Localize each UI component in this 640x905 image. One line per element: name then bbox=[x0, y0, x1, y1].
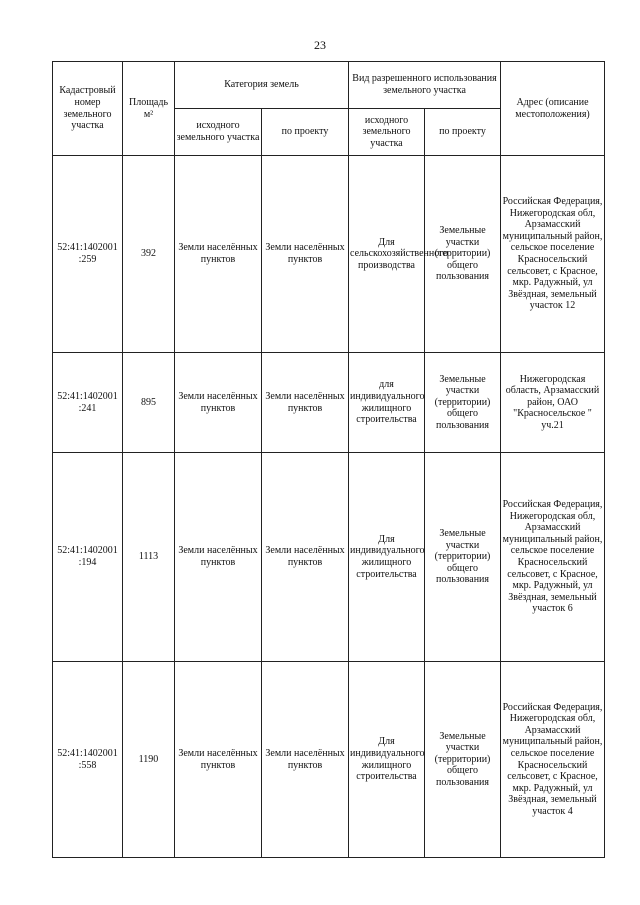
cell-address: Нижегородская область, Арзамасский район, ОАО "Красносельское " уч.21 bbox=[501, 353, 605, 453]
table-row bbox=[53, 353, 605, 453]
cell-address: Российская Федерация, Нижегородская обл, Арзамасский муниципальный район, сельское поселение Красносельский сельсовет, с Красное, мкр. Радужный, ул Звёздная, земельный участок 4 bbox=[501, 662, 605, 858]
cell-use-project: Земельные участки (территории) общего пользования bbox=[425, 353, 501, 453]
cell-use-original: для индивидуального жилищного строительства bbox=[349, 353, 425, 453]
cell-cadastral: 52:41:1402001 :194 bbox=[53, 453, 123, 662]
cell-cadastral: 52:41:1402001 :558 bbox=[53, 662, 123, 858]
cell-area: 895 bbox=[123, 353, 175, 453]
header-cadastral: Кадастровый номер земельного участка bbox=[53, 62, 123, 156]
cell-use-project: Земельные участки (территории) общего пользования bbox=[425, 156, 501, 353]
table-row bbox=[53, 662, 605, 858]
cell-use-original: Для индивидуального жилищного строительства bbox=[349, 453, 425, 662]
header-area-label: Площадь bbox=[129, 96, 168, 108]
cell-area: 1113 bbox=[123, 453, 175, 662]
cell-category-project: Земли населённых пунктов bbox=[262, 156, 349, 353]
table-row bbox=[53, 453, 605, 662]
cell-category-original: Земли населённых пунктов bbox=[175, 662, 262, 858]
cell-category-project: Земли населённых пунктов bbox=[262, 353, 349, 453]
header-use-project: по проекту bbox=[425, 109, 501, 156]
header-category: Категория земель bbox=[175, 62, 349, 109]
cell-area: 1190 bbox=[123, 662, 175, 858]
land-plots-table bbox=[52, 61, 605, 858]
cell-cadastral: 52:41:1402001 :241 bbox=[53, 353, 123, 453]
header-address: Адрес (описание местоположения) bbox=[501, 62, 605, 156]
cell-category-original: Земли населённых пунктов bbox=[175, 453, 262, 662]
cell-category-original: Земли населённых пунктов bbox=[175, 156, 262, 353]
cell-address: Российская Федерация, Нижегородская обл, Арзамасский муниципальный район, сельское поселение Красносельский сельсовет, с Красное, мкр. Радужный, ул Звёздная, земельный участок 12 bbox=[501, 156, 605, 353]
header-category-project: по проекту bbox=[262, 109, 349, 156]
cell-category-original: Земли населённых пунктов bbox=[175, 353, 262, 453]
cell-use-project: Земельные участки (территории) общего пользования bbox=[425, 453, 501, 662]
header-use-original: исходного земельного участка bbox=[349, 109, 425, 156]
header-area-unit: м² bbox=[143, 108, 154, 120]
cell-category-project: Земли населённых пунктов bbox=[262, 662, 349, 858]
table-row bbox=[53, 156, 605, 353]
header-category-original: исходного земельного участка bbox=[175, 109, 262, 156]
cell-category-project: Земли населённых пунктов bbox=[262, 453, 349, 662]
header-row-main bbox=[53, 62, 605, 109]
cell-cadastral: 52:41:1402001 :259 bbox=[53, 156, 123, 353]
cell-area: 392 bbox=[123, 156, 175, 353]
cell-use-project: Земельные участки (территории) общего пользования bbox=[425, 662, 501, 858]
cell-address: Российская Федерация, Нижегородская обл, Арзамасский муниципальный район, сельское поселение Красносельский сельсовет, с Красное, мкр. Радужный, ул Звёздная, земельный участок 6 bbox=[501, 453, 605, 662]
header-permitted-use: Вид разрешенного использования земельного участка bbox=[349, 62, 501, 109]
cell-use-original: Для сельскохозяйственного производства bbox=[349, 156, 425, 353]
header-area bbox=[123, 62, 175, 156]
cell-use-original: Для индивидуального жилищного строительства bbox=[349, 662, 425, 858]
page-number: 23 bbox=[314, 38, 326, 52]
